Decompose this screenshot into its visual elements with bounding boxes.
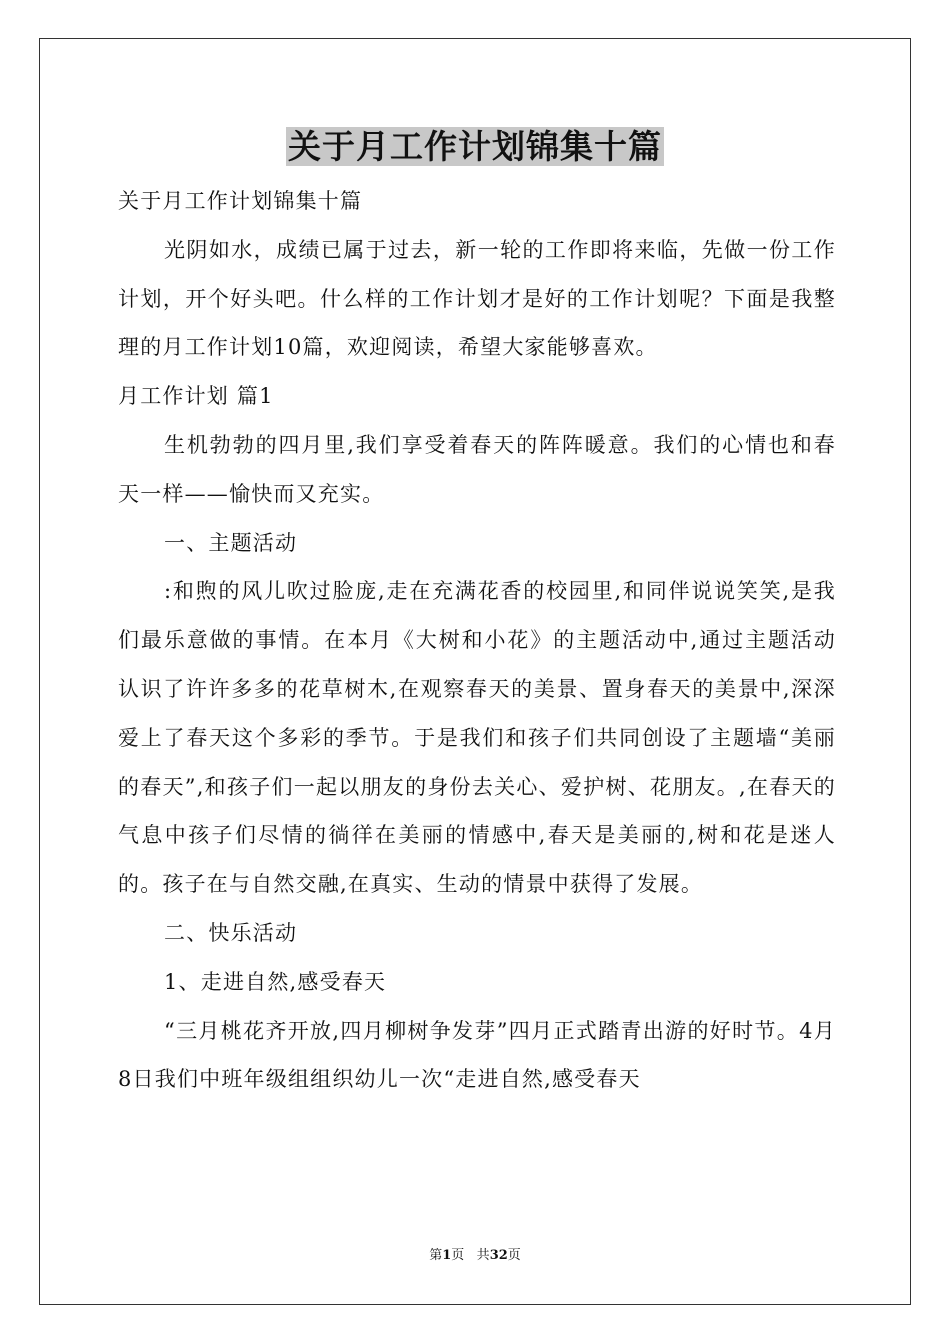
footer-total-suffix: 页 — [507, 1248, 521, 1263]
section-heading: 月工作计划 篇1 — [118, 384, 274, 409]
document-title-text: 关于月工作计划锦集十篇 — [288, 127, 662, 166]
footer-prefix: 第 — [429, 1248, 443, 1263]
intro-paragraph: 光阴如水，成绩已属于过去，新一轮的工作即将来临，先做一份工作计划，开个好头吧。什么样的工作计划才是好的工作计划呢？下面是我整理的月工作计划10篇，欢迎阅读，希望大家能够喜欢。 — [118, 237, 836, 360]
subheading: 二、快乐活动 — [164, 920, 298, 945]
footer-page-suffix: 页 — [451, 1248, 465, 1263]
body-paragraph: “三月桃花齐开放,四月柳树争发芽”四月正式踏青出游的好时节。4月8日我们中班年级组组织幼儿一次“走进自然,感受春天 — [118, 1018, 836, 1092]
footer-total-pages: 32 — [489, 1248, 508, 1263]
body-paragraph: :和煦的风儿吹过脸庞,走在充满花香的校园里,和同伴说说笑笑,是我们最乐意做的事情。在本月《大树和小花》的主题活动中,通过主题活动认识了许许多多的花草树木,在观察春天的美景、置身春天的美景中,深深爱上了春天这个多彩的季节。于是我们和孩子们共同创设了主题墙“美丽的春天”,和孩子们一起以朋友的身份去关心、爱护树、花朋友。,在春天的气息中孩子们尽情的徜徉在美丽的情感中,春天是美丽的,树和花是迷人的。孩子在与自然交融,在真实、生动的情景中获得了发展。 — [118, 579, 836, 897]
footer-total-prefix: 共 — [476, 1248, 490, 1263]
document-title — [0, 124, 950, 170]
body-paragraph: 生机勃勃的四月里,我们享受着春天的阵阵暖意。我们的心情也和春天一样——愉快而又充实。 — [118, 432, 836, 506]
subtitle-line: 关于月工作计划锦集十篇 — [118, 189, 363, 213]
footer-page-number: 1 — [442, 1248, 452, 1263]
document-body — [118, 177, 836, 1104]
subheading: 1、走进自然,感受春天 — [164, 969, 387, 994]
subheading: 一、主题活动 — [164, 530, 298, 555]
page-footer — [0, 1247, 950, 1265]
